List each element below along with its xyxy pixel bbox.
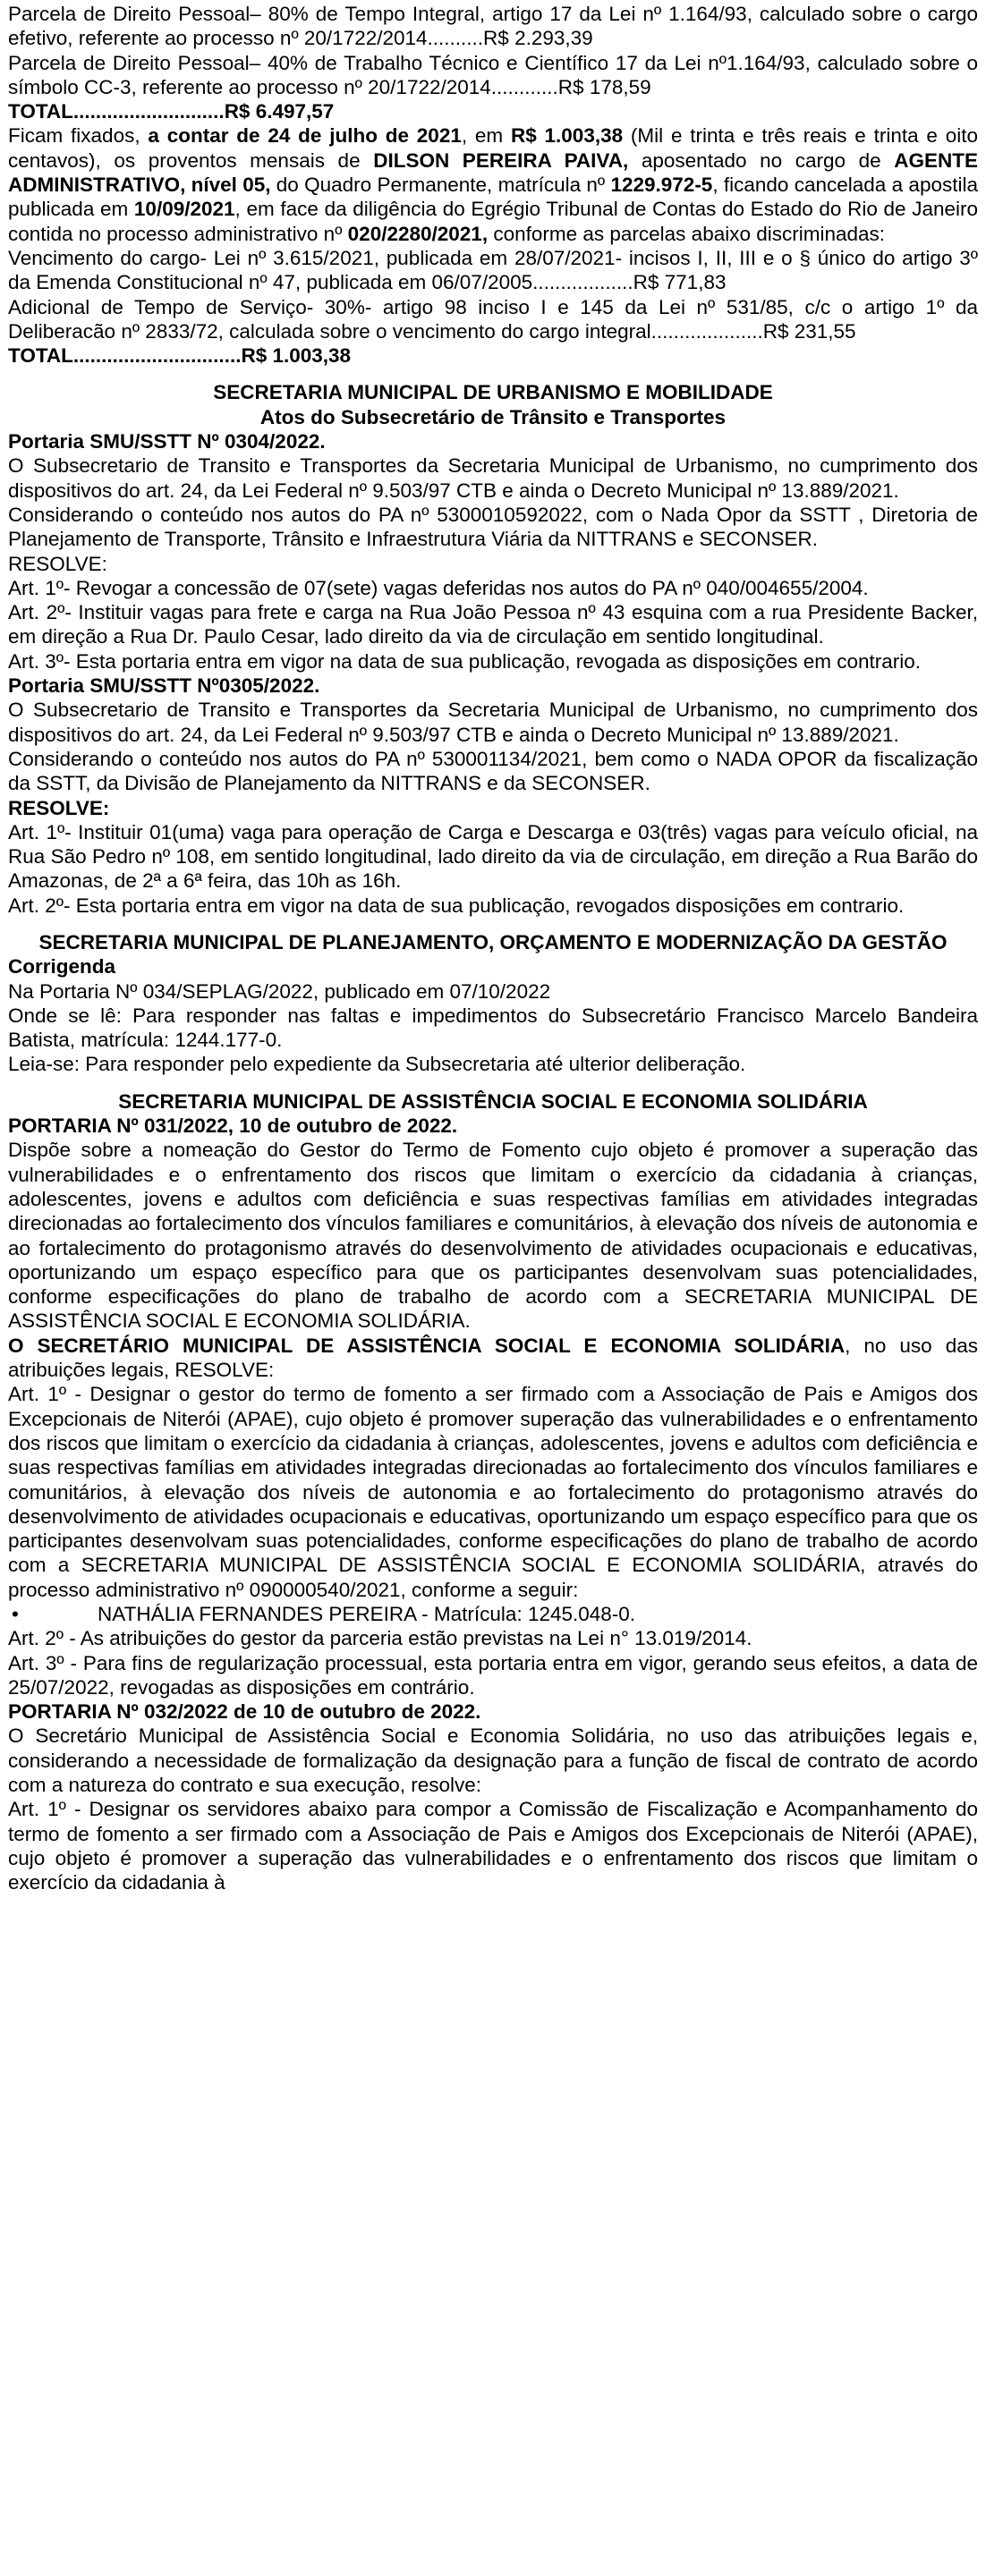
- bullet-icon: •: [12, 1603, 19, 1625]
- section-heading: SECRETARIA MUNICIPAL DE ASSISTÊNCIA SOCIAL E ECONOMIA SOLIDÁRIA: [118, 1089, 868, 1113]
- paragraph: O Subsecretario de Transito e Transportes da Secretaria Municipal de Urbanismo, no cumprimento dos dispositivos do art. 24, da Lei Federal nº 9.503/97 CTB e ainda o Decreto Municipal nº 13.889/2021.: [8, 699, 978, 746]
- text-span: (Mil e trinta e três reais e trinta e oito centavos), os proventos mensais de: [8, 124, 978, 172]
- paragraph: Parcela de Direito Pessoal– 40% de Trabalho Técnico e Científico 17 da Lei nº1.164/93, calculado sobre o símbolo CC-3, referente ao processo nº 20/1722/2014............R$ 178,59: [8, 51, 978, 98]
- bold-line: PORTARIA Nº 031/2022, 10 de outubro de 2022.: [8, 1114, 458, 1138]
- text-span: , em: [461, 124, 511, 148]
- text-span: aposentado no cargo de: [628, 148, 895, 172]
- paragraph: Considerando o conteúdo nos autos do PA nº 530001134/2021, bem como o NADA OPOR da fiscalização da SSTT, da Divisão de Planejamento da NITTRANS e da SECONSER.: [8, 747, 978, 795]
- paragraph: Art. 3º - Para fins de regularização processual, esta portaria entra em vigor, gerando seus efeitos, a data de 25/07/2022, revogadas as disposições em contrário.: [8, 1651, 978, 1699]
- bullet-item: [8, 1602, 978, 1626]
- bold-span: 020/2280/2021,: [347, 222, 489, 245]
- bold-line: Portaria SMU/SSTT Nº0305/2022.: [8, 674, 320, 698]
- text-span: Ficam fixados,: [8, 124, 149, 148]
- bold-line: Portaria SMU/SSTT Nº 0304/2022.: [8, 430, 326, 453]
- paragraph: [8, 1334, 978, 1383]
- paragraph: Vencimento do cargo- Lei nº 3.615/2021, publicada em 28/07/2021- incisos I, II, III e o § único do artigo 3º da Emenda Constitucional nº 47, publicada em 06/07/2005..................R$ 771,83: [8, 246, 978, 294]
- paragraph: Na Portaria Nº 034/SEPLAG/2022, publicado em 07/10/2022: [8, 979, 551, 1003]
- text-span: do Quadro Permanente, matrícula nº: [270, 174, 611, 197]
- bold-span: a contar de 24 de julho de 2021: [148, 124, 462, 148]
- paragraph: Considerando o conteúdo nos autos do PA nº 5300010592022, com o Nada Opor da SSTT , Diretoria de Planejamento de Transporte, Trânsito e Infraestrutura Viária da NITTRANS e SECONSER.: [8, 503, 978, 551]
- paragraph: Art. 1º - Designar o gestor do termo de fomento a ser firmado com a Associação de Pais e Amigos dos Excepcionais de Niterói (APAE), cujo objeto é promover superação das vulnerabilidades e o enfrentamento dos riscos que limitam o exercício da cidadania à crianças, adolescentes, jovens e adultos com deficiência e suas respectivas famílias em atividades integradas direcionadas ao fortalecimento dos vínculos familiares e comunitários, à elevação dos níveis de autonomia e ao fortalecimento do protagonismo através do desenvolvimento de atividades ocupacionais e educativas, oportunizando um espaço específico para que os participantes desenvolvam suas potencialidades, conforme especificações do plano de trabalho de acordo com a SECRETARIA MUNICIPAL DE ASSISTÊNCIA SOCIAL E ECONOMIA SOLIDÁRIA, através do processo administrativo nº 090000540/2021, conforme a seguir:: [8, 1383, 978, 1601]
- bold-line: PORTARIA Nº 032/2022 de 10 de outubro de 2022.: [8, 1700, 481, 1724]
- section-heading: Atos do Subsecretário de Trânsito e Transportes: [259, 405, 727, 428]
- paragraph: [8, 123, 978, 245]
- bullet-text: NATHÁLIA FERNANDES PEREIRA - Matrícula: 1245.048-0.: [98, 1603, 636, 1625]
- bold-span: AGENTE ADMINISTRATIVO, nível 05,: [8, 148, 978, 197]
- bold-span: 10/09/2021: [133, 198, 235, 221]
- text-span: , ficando cancelada a apostila publicada em: [8, 174, 978, 221]
- paragraph: Adicional de Tempo de Serviço- 30%- artigo 98 inciso I e 145 da Lei nº 531/85, c/c o artigo 1º da Deliberacão nº 2833/72, calculada sobre o vencimento do cargo integral....................R$ 231,55: [8, 295, 978, 343]
- bold-span: R$ 1.003,38: [510, 124, 624, 148]
- paragraph: Art. 2º - As atribuições do gestor da parceria estão previstas na Lei n° 13.019/2014.: [8, 1627, 752, 1650]
- bold-span: 1229.972-5: [610, 174, 713, 197]
- section-heading: SECRETARIA MUNICIPAL DE PLANEJAMENTO, ORÇAMENTO E MODERNIZAÇÃO DA GESTÃO: [38, 930, 948, 953]
- paragraph: Leia-se: Para responder pelo expediente da Subsecretaria até ulterior deliberação.: [8, 1053, 746, 1076]
- paragraph: Art. 3º- Esta portaria entra em vigor na data de sua publicação, revogada as disposições em contrario.: [8, 649, 922, 673]
- bold-line: TOTAL..............................R$ 1.003,38: [8, 344, 352, 368]
- text-span: conforme as parcelas abaixo discriminadas:: [488, 222, 886, 245]
- paragraph: Art. 2º- Esta portaria entra em vigor na data de sua publicação, revogados disposições em contrario.: [8, 894, 905, 917]
- paragraph: Art. 2º- Instituir vagas para frete e carga na Rua João Pessoa nº 43 esquina com a rua Presidente Backer, em direção a Rua Dr. Paulo Cesar, lado direito da via de circulação em sentido longitudinal.: [8, 601, 978, 648]
- bold-line: Corrigenda: [8, 955, 116, 979]
- paragraph: Art. 1º- Instituir 01(uma) vaga para operação de Carga e Descarga e 03(três) vagas para veículo oficial, na Rua São Pedro nº 108, em sentido longitudinal, lado direito da via de circulação, em direção a Rua Barão do Amazonas, de 2ª a 6ª feira, das 10h as 16h.: [8, 820, 978, 893]
- paragraph: RESOLVE:: [8, 552, 107, 575]
- paragraph: O Secretário Municipal de Assistência Social e Economia Solidária, no uso das atribuições legais e, considerando a necessidade de formalização da designação para a função de fiscal de contrato de acordo com a natureza do contrato e sua execução, resolve:: [8, 1724, 978, 1797]
- paragraph: Dispõe sobre a nomeação do Gestor do Termo de Fomento cujo objeto é promover a superação das vulnerabilidades e o enfrentamento dos riscos que limitam o exercício da cidadania à crianças, adolescentes, jovens e adultos com deficiência e suas respectivas famílias em atividades integradas direcionadas ao fortalecimento dos vínculos familiares e comunitários, à elevação dos níveis de autonomia e ao fortalecimento do protagonismo através do desenvolvimento de atividades ocupacionais e educativas, oportunizando um espaço específico para que os participantes desenvolvam suas potencialidades, conforme especificações do plano de trabalho de acordo com a SECRETARIA MUNICIPAL DE ASSISTÊNCIA SOCIAL E ECONOMIA SOLIDÁRIA.: [8, 1139, 978, 1333]
- paragraph: O Subsecretario de Transito e Transportes da Secretaria Municipal de Urbanismo, no cumprimento dos dispositivos do art. 24, da Lei Federal nº 9.503/97 CTB e ainda o Decreto Municipal nº 13.889/2021.: [8, 454, 978, 502]
- text-span: , no uso das atribuições legais, RESOLVE:: [8, 1334, 978, 1382]
- bold-line: RESOLVE:: [8, 796, 110, 819]
- bold-line: TOTAL...........................R$ 6.497,57: [8, 100, 335, 123]
- paragraph: Onde se lê: Para responder nas faltas e impedimentos do Subsecretário Francisco Marcelo Bandeira Batista, matrícula: 1244.177-0.: [8, 1004, 978, 1052]
- bold-span: DILSON PEREIRA PAIVA,: [373, 148, 629, 172]
- paragraph: Parcela de Direito Pessoal– 80% de Tempo Integral, artigo 17 da Lei nº 1.164/93, calculado sobre o cargo efetivo, referente ao processo nº 20/1722/2014..........R$ 2.293,39: [8, 3, 978, 50]
- bold-span: O SECRETÁRIO MUNICIPAL DE ASSISTÊNCIA SOCIAL E ECONOMIA SOLIDÁRIA: [8, 1334, 846, 1357]
- text-span: , em face da diligência do Egrégio Tribunal de Contas do Estado do Rio de Janeiro contida no processo administrativo nº: [8, 198, 978, 245]
- paragraph: Art. 1º - Designar os servidores abaixo para compor a Comissão de Fiscalização e Acompanhamento do termo de fomento a ser firmado com a Associação de Pais e Amigos dos Excepcionais de Niterói (APAE), cujo objeto é promover a superação das vulnerabilidades e o enfrentamento dos riscos que limitam o exercício da cidadania à: [8, 1798, 978, 1894]
- section-heading: SECRETARIA MUNICIPAL DE URBANISMO E MOBILIDADE: [213, 381, 773, 404]
- paragraph: Art. 1º- Revogar a concessão de 07(sete) vagas deferidas nos autos do PA nº 040/004655/2004.: [8, 576, 869, 599]
